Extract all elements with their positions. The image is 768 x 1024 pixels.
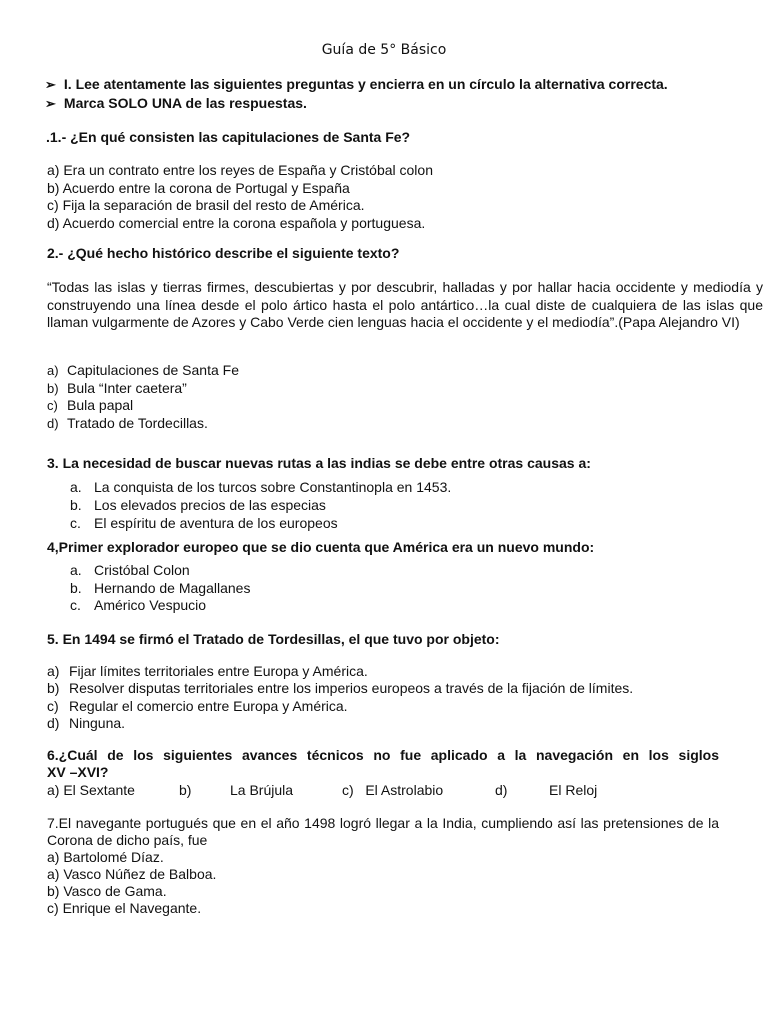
option-label: d) — [47, 214, 60, 231]
option-label: a. — [70, 479, 82, 495]
instruction-text: I. Lee atentamente las siguientes preguntas y encierra en un círculo la alternativa correcta. — [63, 76, 668, 92]
option-label: a) — [47, 663, 60, 679]
instruction-2 — [45, 95, 307, 112]
option-label: a) — [47, 866, 60, 882]
option — [47, 883, 216, 900]
option-text: Capitulaciones de Santa Fe — [67, 362, 239, 378]
option-label: b. — [70, 579, 82, 596]
question-6-option-d-label: d) — [495, 782, 508, 798]
question-1-options — [47, 162, 433, 232]
option-text: Enrique el Navegante. — [62, 900, 202, 916]
question-6: 6.¿Cuál de los siguientes avances técnicos no fue aplicado a la navegación en los siglos — [47, 747, 719, 763]
option-label: b) — [47, 680, 60, 697]
option-label: c. — [70, 515, 81, 531]
option-text: Fija la separación de brasil del resto de América. — [62, 197, 365, 213]
option — [47, 162, 433, 180]
option — [70, 496, 451, 514]
option — [47, 415, 239, 433]
option-text: Vasco de Gama. — [63, 883, 167, 899]
option-label: a. — [70, 562, 82, 578]
question-6-option-b-text: La Brújula — [230, 782, 294, 798]
option-label: d) — [47, 714, 60, 731]
option-text: Regular el comercio entre Europa y América. — [69, 697, 348, 714]
option-text: Cristóbal Colon — [94, 562, 190, 578]
option-label: b) — [47, 380, 59, 396]
arrow-bullet-icon: ➢ — [45, 77, 56, 92]
option-text: Resolver disputas territoriales entre los imperios europeos a través de la fijación de límites. — [69, 680, 634, 697]
option-text: El Astrolabio — [365, 782, 444, 798]
option-text: La conquista de los turcos sobre Constantinopla en 1453. — [94, 479, 452, 495]
option — [70, 562, 250, 580]
option-text: Vasco Núñez de Balboa. — [63, 866, 217, 882]
option — [47, 900, 216, 917]
question-2: 2.- ¿Qué hecho histórico describe el siguiente texto? — [47, 245, 400, 261]
question-1: .1.- ¿En qué consisten las capitulaciones de Santa Fe? — [46, 129, 411, 145]
option-text: El espíritu de aventura de los europeos — [94, 515, 338, 531]
option-label: c) — [47, 697, 59, 714]
option-label: d) — [47, 415, 59, 431]
option-text: Acuerdo entre la corona de Portugal y España — [62, 179, 350, 196]
option — [47, 362, 239, 380]
option-label: a) — [47, 782, 60, 798]
question-7-options — [47, 849, 216, 917]
question-2-quote: “Todas las islas y tierras firmes, descubiertas y por descubrir, halladas y por hallar hacia occidente y mediodía y construyendo una línea desde el polo ártico hasta el polo antártico…la cual diste de cualquiera de las islas que llaman vulgarmente de Azores y Cabo Verde cien lenguas hacia el occidente y el mediodía”.(Papa Alejandro VI) — [47, 279, 763, 330]
question-5-options — [47, 663, 633, 732]
option-text: Bula “Inter caetera” — [67, 379, 187, 396]
option-text: Era un contrato entre los reyes de España y Cristóbal colon — [63, 162, 433, 178]
option — [47, 715, 633, 732]
question-7: 7.El navegante portugués que en el año 1498 logró llegar a la India, cumpliendo así las pretensiones de la Corona de dicho país, fue — [47, 815, 719, 848]
option-label: c) — [47, 398, 58, 413]
option — [70, 597, 250, 615]
option-text: Acuerdo comercial entre la corona española y portuguesa. — [62, 214, 426, 231]
question-3-options — [70, 478, 451, 532]
question-4-options — [70, 562, 250, 615]
option — [47, 698, 633, 715]
question-6-option-c — [342, 782, 443, 799]
option — [70, 514, 451, 532]
option-label: b) — [47, 883, 60, 899]
option — [47, 866, 216, 883]
option-text: Bartolomé Díaz. — [63, 849, 164, 865]
option — [47, 849, 216, 866]
option — [47, 197, 433, 215]
option-label: c) — [47, 197, 59, 213]
question-6-option-d-text: El Reloj — [549, 782, 598, 798]
arrow-bullet-icon: ➢ — [45, 96, 56, 111]
option-label: a) — [47, 363, 59, 378]
option-text: Fijar límites territoriales entre Europa y América. — [69, 663, 368, 679]
question-6-option-a — [47, 782, 135, 799]
instruction-1 — [45, 76, 668, 93]
instruction-text: Marca SOLO UNA de las respuestas. — [63, 95, 307, 111]
question-3: 3. La necesidad de buscar nuevas rutas a las indias se debe entre otras causas a: — [47, 455, 591, 471]
question-4: 4,Primer explorador europeo que se dio cuenta que América era un nuevo mundo: — [47, 539, 595, 555]
option — [70, 478, 451, 496]
option — [47, 680, 633, 697]
option-text: El Sextante — [63, 782, 135, 798]
option-label: c. — [70, 597, 81, 613]
option — [70, 580, 250, 598]
option-text: Los elevados precios de las especias — [94, 497, 326, 513]
option — [47, 397, 239, 415]
question-5: 5. En 1494 se firmó el Tratado de Tordesillas, el que tuvo por objeto: — [47, 631, 500, 647]
option — [47, 215, 433, 233]
question-6-continued: XV –XVI? — [47, 764, 109, 780]
option-label: a) — [47, 162, 60, 178]
option-label: c) — [342, 782, 354, 798]
option — [47, 380, 239, 398]
question-6-option-b-label: b) — [179, 782, 192, 798]
option-text: Hernando de Magallanes — [94, 579, 251, 596]
option-text: Bula papal — [67, 397, 134, 413]
option-label: c) — [47, 900, 59, 916]
page-title: Guía de 5° Básico — [321, 42, 447, 58]
option-label: a) — [47, 849, 60, 865]
option-label: b. — [70, 497, 82, 513]
option-text: Ninguna. — [69, 714, 126, 731]
option-text: Américo Vespucio — [94, 597, 207, 613]
option-label: b) — [47, 179, 60, 196]
option — [47, 180, 433, 198]
question-2-options — [47, 362, 239, 432]
option-text: Tratado de Tordecillas. — [67, 414, 208, 431]
option — [47, 663, 633, 680]
